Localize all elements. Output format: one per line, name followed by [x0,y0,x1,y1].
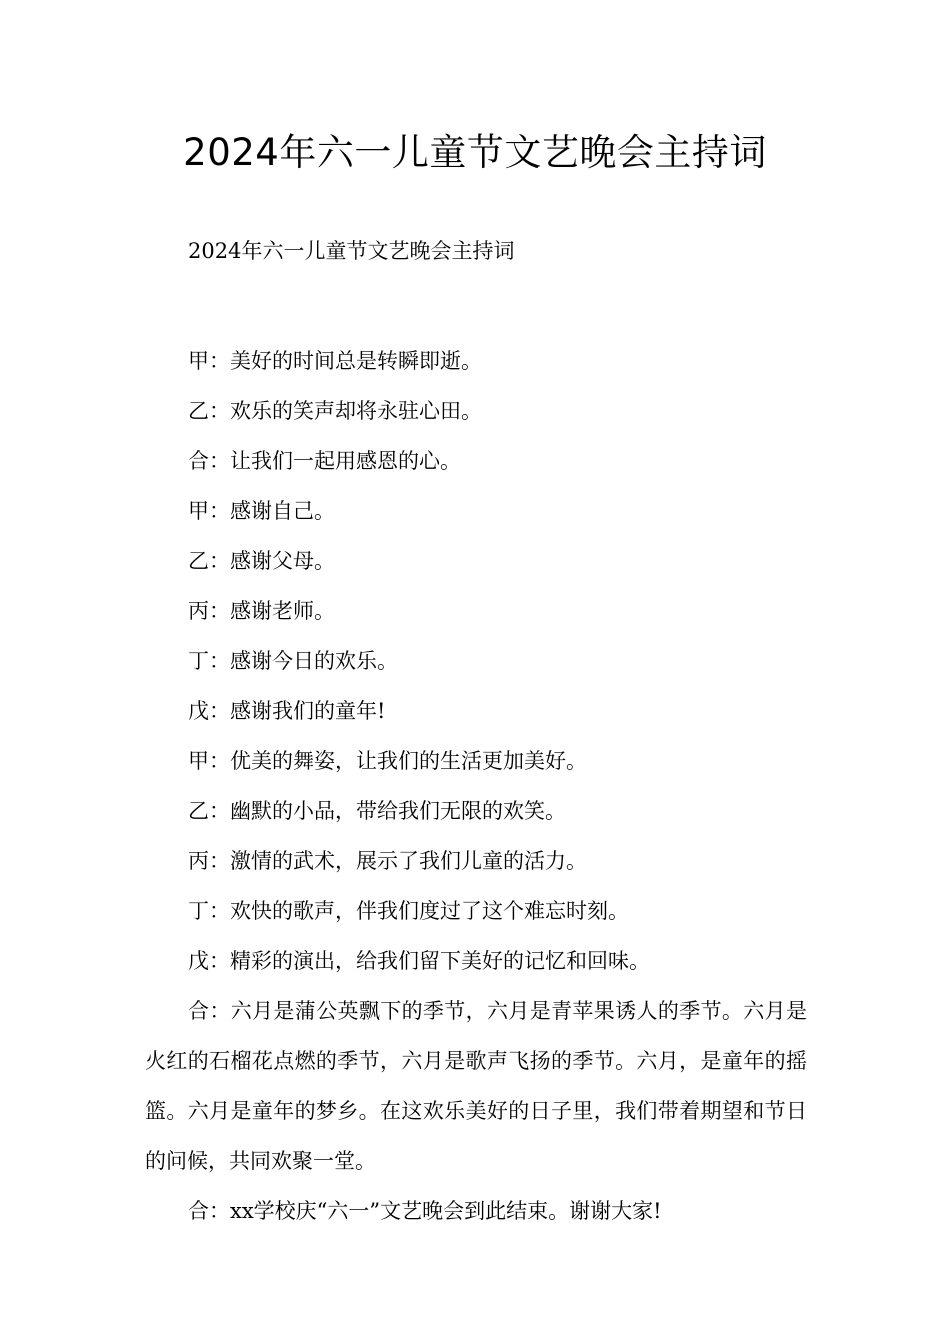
speaker-label: 丙： [188,599,230,623]
line-text: 感谢老师。 [230,599,335,623]
script-line [145,1186,807,1236]
line-text: 让我们一起用感恩的心。 [230,449,461,473]
line-text: 感谢今日的欢乐。 [230,649,398,673]
script-line [145,886,807,936]
script-line [145,586,807,636]
line-text: 六月是蒲公英飘下的季节，六月是青苹果诱人的季节。六月是火红的石榴花点燃的季节，六月是歌声飞扬的季节。六月，是童年的摇篮。六月是童年的梦乡。在这欢乐美好的日子里，我们带着期望和节日的问候，共同欢聚一堂。 [145,999,808,1173]
speaker-label: 乙： [188,799,230,823]
speaker-label: 合： [188,999,231,1023]
document-subtitle: 2024年六一儿童节文艺晚会主持词 [188,239,515,263]
line-text: 感谢父母。 [230,549,335,573]
speaker-label: 乙： [188,549,230,573]
line-text: 感谢我们的童年! [230,699,386,723]
script-body [145,336,807,1236]
speaker-label: 合： [188,1199,230,1223]
speaker-label: 丁： [188,899,230,923]
speaker-label: 丁： [188,649,230,673]
speaker-label: 甲： [188,749,230,773]
script-line [145,786,807,836]
speaker-label: 甲： [188,499,230,523]
line-text: 精彩的演出，给我们留下美好的记忆和回味。 [230,949,650,973]
script-line [145,486,807,536]
speaker-label: 合： [188,449,230,473]
speaker-label: 甲： [188,349,230,373]
line-text: 感谢自己。 [230,499,335,523]
script-line [145,686,807,736]
line-text: 欢快的歌声，伴我们度过了这个难忘时刻。 [230,899,629,923]
script-line [145,336,807,386]
script-line [145,836,807,886]
line-text: 激情的武术，展示了我们儿童的活力。 [230,849,587,873]
speaker-label: 戊： [188,699,230,723]
speaker-label: 戊： [188,949,230,973]
script-line [145,536,807,586]
script-line [145,386,807,436]
script-line [145,986,807,1186]
line-text: 美好的时间总是转瞬即逝。 [230,349,482,373]
document-title: 2024年六一儿童节文艺晚会主持词 [183,131,767,174]
script-line [145,636,807,686]
line-text: xx学校庆“六一”文艺晚会到此结束。谢谢大家! [230,1199,662,1223]
script-line [145,436,807,486]
line-text: 优美的舞姿，让我们的生活更加美好。 [230,749,587,773]
speaker-label: 乙： [188,399,230,423]
line-text: 欢乐的笑声却将永驻心田。 [230,399,482,423]
line-text: 幽默的小品，带给我们无限的欢笑。 [230,799,566,823]
script-line [145,936,807,986]
script-line [145,736,807,786]
speaker-label: 丙： [188,849,230,873]
